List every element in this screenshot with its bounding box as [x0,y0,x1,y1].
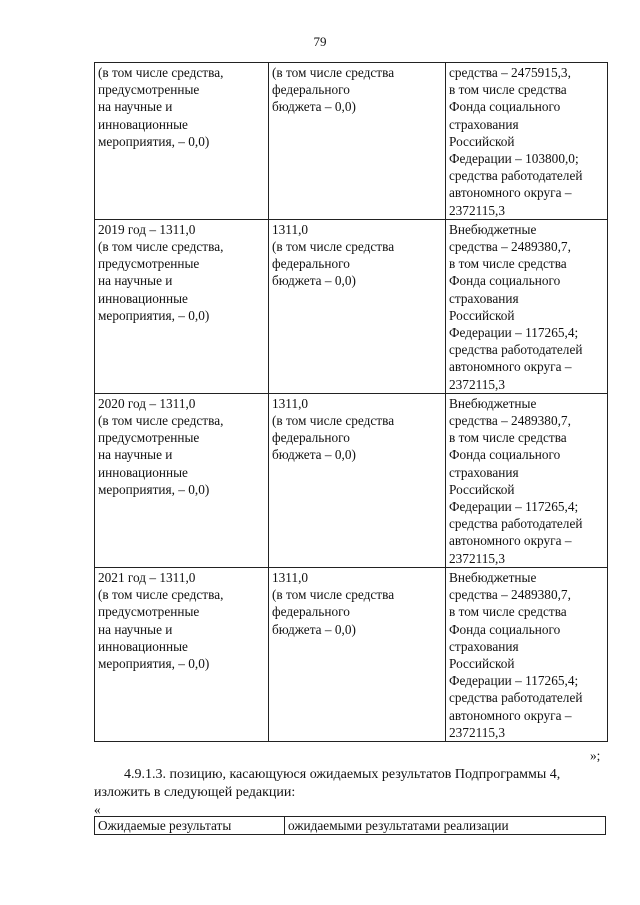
table-row [95,63,608,220]
table-cell-federal: 1311,0 (в том числе средства федерального бюджета – 0,0) [269,393,446,567]
funding-table [94,62,608,742]
table-cell-total: (в том числе средства, предусмотренные на научные и инновационные мероприятия, – 0,0) [95,63,269,220]
closing-quote: »; [590,748,601,763]
table-cell-total: 2020 год – 1311,0 (в том числе средства, предусмотренные на научные и инновационные мероприятия, – 0,0) [95,393,269,567]
table-cell-federal: 1311,0 (в том числе средства федерального бюджета – 0,0) [269,567,446,741]
table-cell-total: 2021 год – 1311,0 (в том числе средства, предусмотренные на научные и инновационные мероприятия, – 0,0) [95,567,269,741]
table-row [95,219,608,393]
table-cell-federal: (в том числе средства федерального бюджета – 0,0) [269,63,446,220]
opening-quote: « [94,802,101,817]
table-cell-total: 2019 год – 1311,0 (в том числе средства, предусмотренные на научные и инновационные мероприятия, – 0,0) [95,219,269,393]
expected-results-table [94,816,606,835]
amendment-paragraph: 4.9.1.3. позицию, касающуюся ожидаемых результатов Подпрограммы 4, изложить в следующей редакции: [94,767,561,800]
expected-results-text: ожидаемыми результатами реализации [285,817,606,835]
page-number: 79 [313,34,327,49]
expected-results-label: Ожидаемые результаты [95,817,285,835]
table-cell-federal: 1311,0 (в том числе средства федерального бюджета – 0,0) [269,219,446,393]
table-row [95,567,608,741]
table-cell-extrabudgetary: Внебюджетные средства – 2489380,7, в том числе средства Фонда социального страхования Российской Федерации – 117265,4; средства работодателей автономного округа – 2372115,3 [446,567,608,741]
table-cell-extrabudgetary: Внебюджетные средства – 2489380,7, в том числе средства Фонда социального страхования Российской Федерации – 117265,4; средства работодателей автономного округа – 2372115,3 [446,219,608,393]
table-cell-extrabudgetary: Внебюджетные средства – 2489380,7, в том числе средства Фонда социального страхования Российской Федерации – 117265,4; средства работодателей автономного округа – 2372115,3 [446,393,608,567]
table-cell-extrabudgetary: средства – 2475915,3, в том числе средства Фонда социального страхования Российской Федерации – 103800,0; средства работодателей автономного округа – 2372115,3 [446,63,608,220]
table-row [95,393,608,567]
table-row [95,817,606,835]
